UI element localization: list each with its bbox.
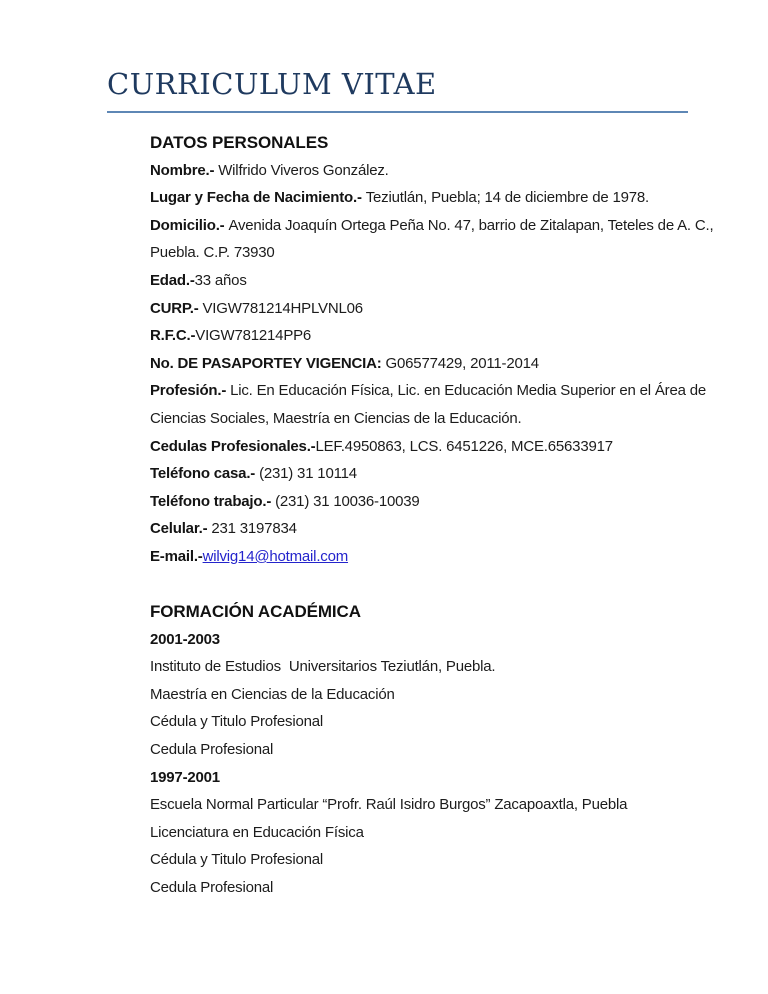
section-heading: FORMACIÓN ACADÉMICA [150, 602, 361, 622]
text-line [150, 295, 698, 323]
field-label: Lugar y Fecha de Nacimiento.- [150, 189, 366, 207]
text-line [150, 515, 698, 543]
section-heading: DATOS PERSONALES [150, 133, 329, 152]
field-label: Celular.- [150, 520, 212, 538]
field-label: No. DE PASAPORTEY VIGENCIA: [150, 354, 386, 372]
field-value: Licenciatura en Educación Física [150, 823, 364, 841]
field-label: 1997-2001 [150, 768, 220, 786]
text-line [150, 874, 698, 902]
text-line [150, 736, 698, 764]
field-label: Domicilio.- [150, 216, 229, 234]
field-value: Cédula y Titulo Profesional [150, 851, 324, 869]
field-label: Profesión.- [150, 382, 231, 400]
field-value: Puebla. C.P. 73930 [150, 244, 275, 262]
document-body [0, 113, 768, 902]
text-line [150, 460, 698, 488]
field-value: Instituto de Estudios Universitarios Teziutlán, Puebla. [150, 658, 496, 676]
field-value: Lic. En Educación Física, Lic. en Educación Media Superior en el Área de [230, 382, 706, 400]
text-line [150, 184, 698, 212]
field-value: Escuela Normal Particular “Profr. Raúl Isidro Burgos” Zacapoaxtla, Puebla [150, 796, 628, 814]
field-value: VIGW781214HPLVNL06 [202, 299, 363, 317]
text-line [150, 543, 698, 571]
field-value: Cedula Profesional [150, 741, 274, 759]
text-line [150, 239, 698, 267]
field-value: 231 3197834 [211, 520, 297, 538]
field-value: Cedula Profesional [150, 879, 274, 897]
field-label: Teléfono casa.- [150, 465, 260, 483]
text-line [150, 488, 698, 516]
field-value: Cédula y Titulo Profesional [150, 713, 324, 731]
field-label: CURP.- [150, 299, 203, 317]
text-line [150, 681, 698, 709]
field-value: Teziutlán, Puebla; 14 de diciembre de 1978. [365, 189, 649, 207]
text-line [150, 819, 698, 847]
blank-line [150, 571, 698, 599]
field-label: Edad.- [150, 271, 195, 289]
text-line [150, 267, 698, 295]
text-line [150, 322, 698, 350]
text-line [150, 708, 698, 736]
page-title: CURRICULUM VITAE [107, 67, 437, 101]
email-link[interactable]: wilvig14@hotmail.com [202, 547, 349, 565]
text-line [150, 212, 714, 240]
title-block [107, 0, 688, 113]
text-line [150, 377, 706, 405]
field-label: Cedulas Profesionales.- [150, 437, 316, 455]
field-label: Teléfono trabajo.- [150, 492, 276, 510]
text-line [150, 846, 698, 874]
field-value: Avenida Joaquín Ortega Peña No. 47, barrio de Zitalapan, Teteles de A. C., [228, 216, 714, 234]
text-line [150, 157, 698, 185]
field-label: R.F.C.- [150, 327, 196, 345]
field-value: (231) 31 10114 [259, 465, 357, 483]
field-value: G06577429, 2011-2014 [385, 354, 539, 372]
text-line [150, 433, 698, 461]
field-value: 33 años [194, 271, 247, 289]
field-value: Maestría en Ciencias de la Educación [150, 685, 395, 703]
text-line [150, 791, 698, 819]
text-line [150, 653, 698, 681]
field-value: LEF.4950863, LCS. 6451226, MCE.65633917 [315, 437, 613, 455]
field-label: E-mail.- [150, 547, 203, 565]
text-line [150, 764, 698, 792]
field-value: Ciencias Sociales, Maestría en Ciencias de la Educación. [150, 409, 522, 427]
field-label: Nombre.- [150, 161, 219, 179]
text-line [150, 405, 698, 433]
field-value: (231) 31 10036-10039 [275, 492, 420, 510]
text-line [150, 350, 698, 378]
field-label: 2001-2003 [150, 630, 220, 648]
field-value: VIGW781214PP6 [195, 327, 312, 345]
field-value: Wilfrido Viveros González. [218, 161, 389, 179]
text-line [150, 626, 698, 654]
